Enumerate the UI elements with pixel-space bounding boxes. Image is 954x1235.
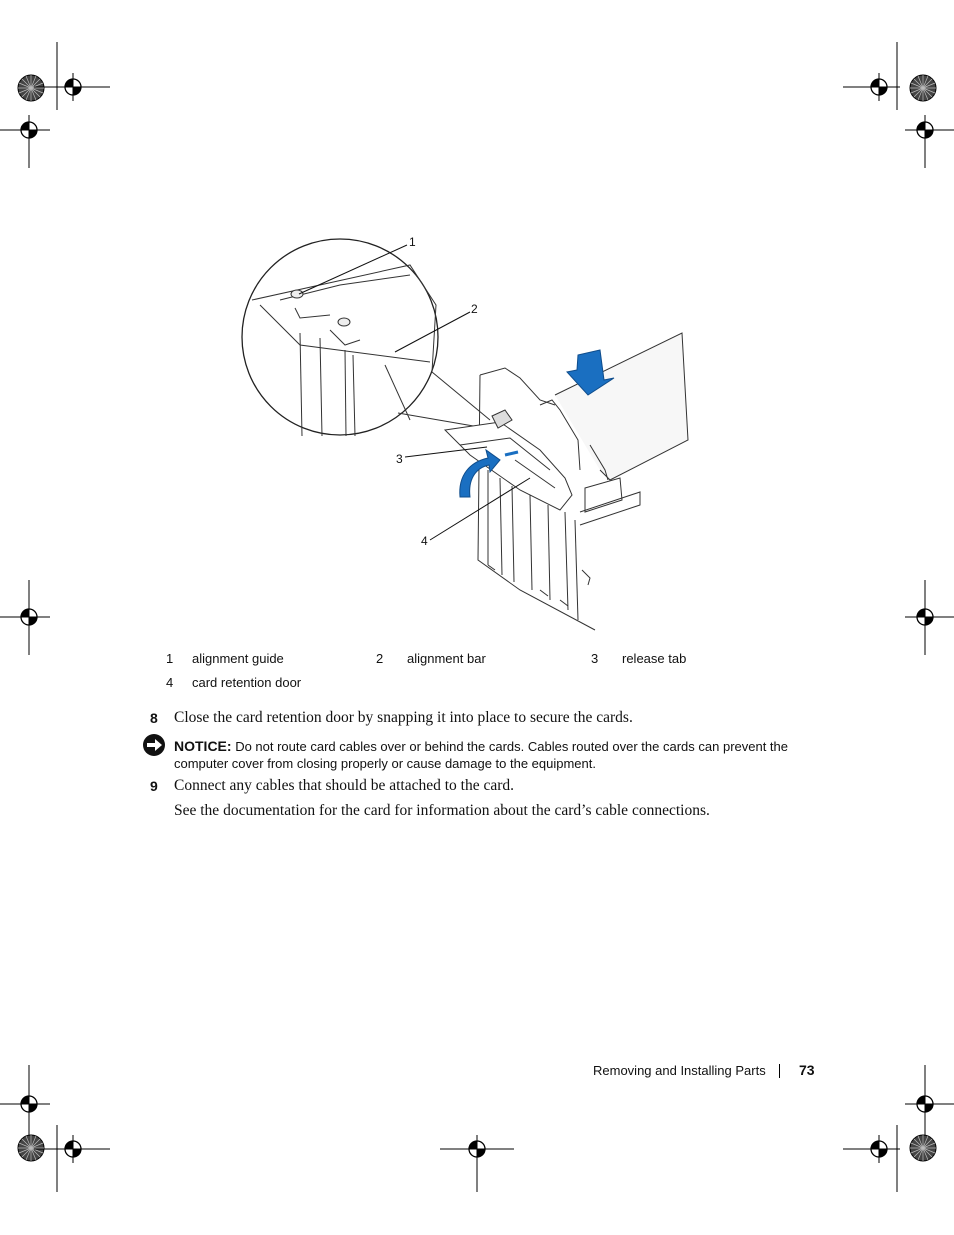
callout-4: 4: [421, 534, 428, 548]
step-8-text: Close the card retention door by snapping it into place to secure the cards.: [174, 709, 633, 726]
legend-label-1: alignment guide: [192, 651, 284, 666]
legend-num-1: 1: [166, 651, 174, 666]
legend-label-4: card retention door: [192, 675, 302, 690]
notice-icon: [142, 733, 166, 757]
footer-divider: [779, 1064, 780, 1078]
page-number: 73: [799, 1062, 815, 1078]
notice-text: Do not route card cables over or behind the cards. Cables routed over the cards can prevent the computer cover from closing properly or cause damage to the equipment.: [174, 739, 789, 771]
callout-1: 1: [409, 235, 416, 249]
legend-label-2: alignment bar: [407, 651, 486, 666]
notice-block: [174, 738, 794, 772]
step-8-number: 8: [150, 710, 158, 726]
legend-num-3: 3: [591, 651, 599, 666]
legend-label-3: release tab: [622, 651, 687, 666]
callout-3: 3: [396, 452, 403, 466]
step-9-followup: See the documentation for the card for information about the card’s cable connections.: [174, 802, 710, 819]
legend-num-4: 4: [166, 675, 174, 690]
callout-2: 2: [471, 302, 478, 316]
legend-num-2: 2: [376, 651, 384, 666]
step-9-number: 9: [150, 778, 158, 794]
step-9-text: Connect any cables that should be attached to the card.: [174, 777, 515, 794]
zoom-circle: [242, 239, 438, 435]
notice-label: NOTICE:: [174, 738, 232, 754]
footer-section-title: Removing and Installing Parts: [593, 1063, 766, 1078]
card-retention-figure: [230, 230, 710, 640]
